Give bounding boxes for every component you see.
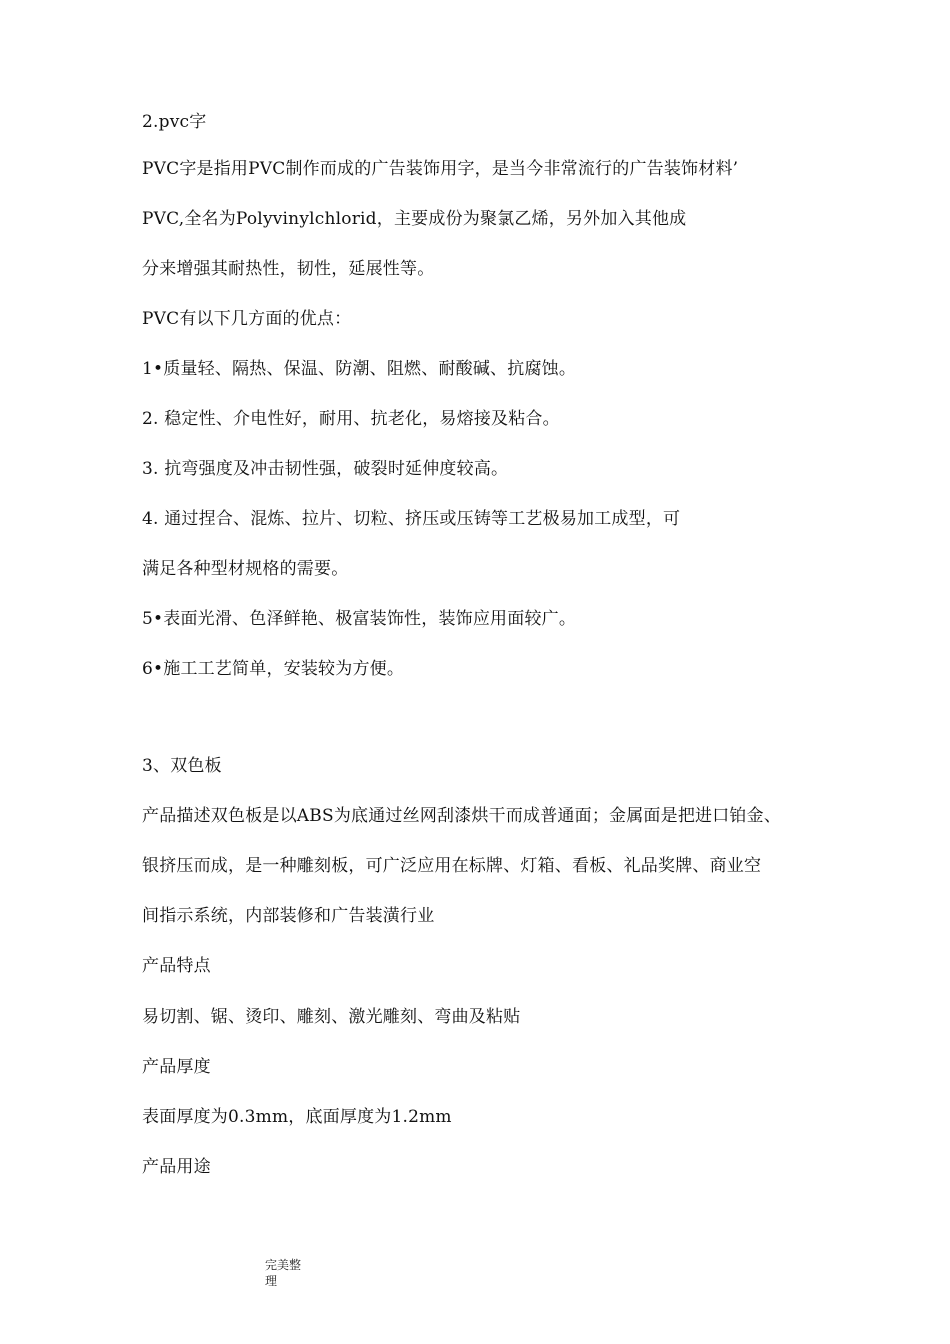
section-heading-pvc: 2.pvc字: [142, 112, 207, 132]
paragraph-line: PVC,全名为Polyvinylchlorid，主要成份为聚氯乙烯，另外加入其他成: [142, 209, 687, 229]
paragraph-line: PVC有以下几方面的优点：: [142, 309, 352, 329]
list-item: 6•施工工艺简单，安装较为方便。: [142, 659, 405, 679]
list-item: 2. 稳定性、介电性好，耐用、抗老化，易熔接及粘合。: [142, 409, 560, 429]
footer-note-line: 理: [265, 1274, 278, 1288]
paragraph-line: 银挤压而成，是一种雕刻板，可广泛应用在标牌、灯箱、看板、礼品奖牌、商业空: [142, 856, 762, 876]
subheading-thickness: 产品厚度: [142, 1057, 211, 1077]
list-item: 5•表面光滑、色泽鲜艳、极富装饰性，装饰应用面较广。: [142, 609, 577, 629]
subheading-usage: 产品用途: [142, 1157, 211, 1177]
list-item: 1•质量轻、隔热、保温、防潮、阻燃、耐酸碱、抗腐蚀。: [142, 359, 577, 379]
list-item: 3. 抗弯强度及冲击韧性强，破裂时延伸度较高。: [142, 459, 509, 479]
paragraph-line: 分来增强其耐热性，韧性，延展性等。: [142, 259, 435, 279]
list-item: 4. 通过捏合、混炼、拉片、切粒、挤压或压铸等工艺极易加工成型，可: [142, 509, 681, 529]
footer-note-line: 完美整: [265, 1258, 302, 1272]
paragraph-line: 表面厚度为0.3mm，底面厚度为1.2mm: [142, 1107, 452, 1127]
footer-note: [265, 1257, 325, 1289]
paragraph-line: 产品描述双色板是以ABS为底通过丝网刮漆烘干而成普通面；金属面是把进口铂金、: [142, 806, 782, 826]
section-heading-two-color-board: 3、双色板: [142, 756, 222, 776]
list-item-continuation: 满足各种型材规格的需要。: [142, 559, 349, 579]
paragraph-line: 间指示系统，内部装修和广告装潢行业: [142, 906, 435, 926]
paragraph-line: 易切割、锯、烫印、雕刻、激光雕刻、弯曲及粘贴: [142, 1007, 521, 1027]
paragraph-line: PVC字是指用PVC制作而成的广告装饰用字，是当今非常流行的广告装饰材料’: [142, 159, 739, 179]
subheading-features: 产品特点: [142, 956, 211, 976]
